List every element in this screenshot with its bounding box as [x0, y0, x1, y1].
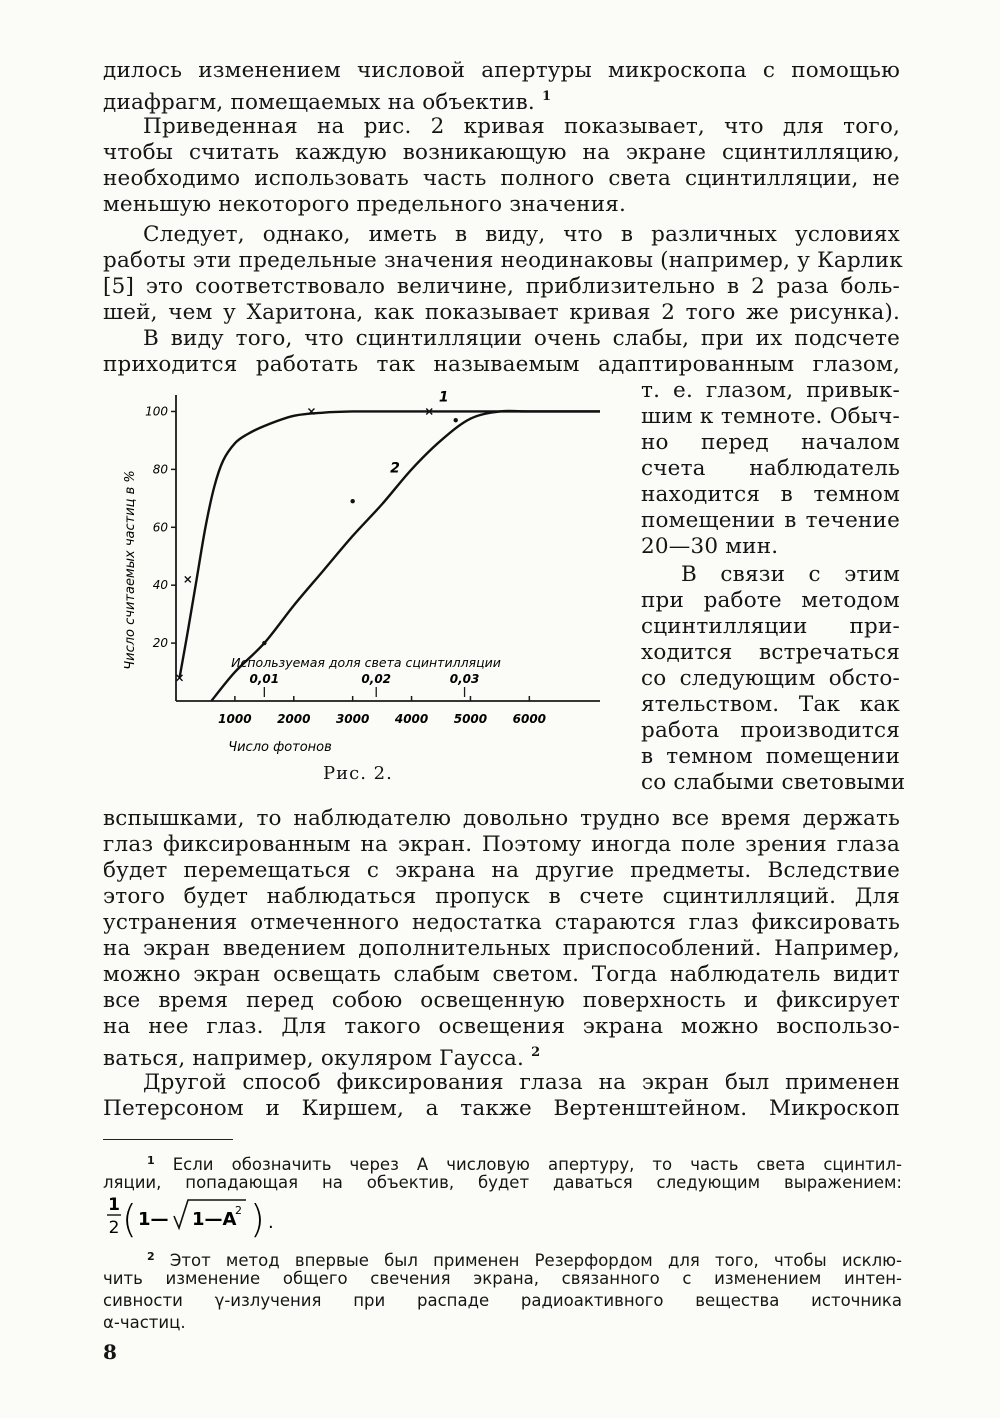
formula-period: .: [268, 1212, 274, 1233]
side-text-line: ходится встречаться: [641, 640, 900, 665]
formula-denominator: 2: [108, 1218, 120, 1238]
series-label-2: 2: [390, 460, 400, 477]
text-line: Приведенная на рис. 2 кривая показывает, что для того,: [143, 114, 900, 139]
footnote-mark-1: 1: [147, 1154, 155, 1167]
formula-radicand: 1—A: [192, 1209, 237, 1230]
text-line: [5] это соответствовало величине, приблизительно в 2 раза боль-: [103, 274, 900, 299]
series-marker-2: [454, 418, 458, 422]
text-line: приходится работать так называемым адаптированным глазом,: [103, 352, 900, 377]
side-text-line: счета наблюдатель: [641, 456, 900, 481]
chart-svg: [110, 385, 610, 785]
text-line: меньшую некоторого предельного значения.: [103, 192, 627, 217]
footnote-line: ляции, попадающая на объектив, будет даваться следующим выражением:: [103, 1173, 902, 1192]
side-text-line: находится в темном: [641, 482, 900, 507]
formula-one-minus: 1—: [138, 1209, 169, 1230]
footnote-line: [147, 1246, 902, 1268]
chart-ticks: [145, 404, 546, 726]
side-text-line: при работе методом: [641, 588, 900, 613]
figure-caption: Рис. 2.: [323, 763, 393, 784]
x-tick-label: 3000: [335, 712, 370, 726]
y-tick-label: 20: [152, 636, 168, 651]
footnote-ref-2: 2: [531, 1045, 541, 1060]
y-tick-label: 100: [145, 404, 168, 419]
y-tick-label: 80: [152, 462, 168, 477]
side-text-line: ятельством. Так как: [641, 692, 900, 717]
x-tick-label: 5000: [453, 712, 488, 726]
series-marker-2: [350, 499, 354, 503]
text-line: все время перед собою освещенную поверхность и фиксирует: [103, 988, 900, 1013]
page-number: 8: [103, 1340, 117, 1364]
x-tick-label: 1000: [218, 712, 252, 726]
text-line: работы эти предельные значения неодинаковы (например, у Карлик: [103, 248, 903, 273]
footnote-mark-2: 2: [147, 1250, 155, 1263]
text-line: дилось изменением числовой апертуры микроскопа с помощью: [103, 58, 900, 83]
text-line: [103, 1040, 900, 1071]
text-line: на экран введением дополнительных приспособлений. Например,: [103, 936, 900, 961]
formula-close-paren: ): [250, 1197, 265, 1241]
footnote-text: Если обозначить через A числовую апертуру, то часть света сцинтил-: [172, 1155, 902, 1174]
secondary-tick-label: 0,02: [361, 672, 392, 686]
side-text-line: В связи с этим: [681, 562, 900, 587]
footnote-line: α-частиц.: [103, 1313, 186, 1332]
series-line-1: [180, 411, 600, 677]
formula-numerator: 1: [108, 1195, 120, 1215]
formula-exponent: 2: [235, 1204, 242, 1217]
text-line: Следует, однако, иметь в виду, что в различных условиях: [143, 222, 900, 247]
text-line: шей, чем у Харитона, как показывает кривая 2 того же рисунка).: [103, 300, 900, 325]
side-text-line: работа производится: [641, 718, 900, 743]
footnote-line: чить изменение общего свечения экрана, связанного с изменением интен-: [103, 1269, 902, 1288]
text-line: можно экран освещать слабым светом. Тогда наблюдатель видит: [103, 962, 900, 987]
text-line: необходимо использовать часть полного света сцинтилляции, не: [103, 166, 900, 191]
y-tick-label: 40: [152, 578, 168, 593]
secondary-axis-title: Используемая доля света сцинтилляции: [231, 655, 501, 670]
side-text-line: сцинтилляции при-: [641, 614, 900, 639]
text-line: на нее глаз. Для такого освещения экрана можно воспользо-: [103, 1014, 900, 1039]
side-text-line: шим к темноте. Обыч-: [641, 404, 900, 429]
side-text-line: в темном помещении: [641, 744, 900, 769]
figure-chart: [110, 385, 610, 785]
text-line: чтобы считать каждую возникающую на экране сцинтилляцию,: [103, 140, 900, 165]
x-tick-label: 6000: [512, 712, 547, 726]
side-text-line: помещении в течение: [641, 508, 900, 533]
text-line: [103, 84, 900, 115]
series-marker-1: [185, 576, 191, 582]
side-text-line: со следующим обсто-: [641, 666, 900, 691]
text-line: Петерсоном и Киршем, а также Вертенштейном. Микроскоп: [103, 1096, 900, 1121]
secondary-tick-label: 0,01: [249, 672, 280, 686]
text-line-content: диафрагм, помещаемых на объектив.: [103, 90, 535, 115]
footnote-line: [147, 1150, 902, 1172]
x-tick-label: 4000: [394, 712, 429, 726]
series-marker-2: [262, 641, 266, 645]
text-line: этого будет наблюдаться пропуск в счете сцинтилляций. Для: [103, 884, 900, 909]
series-label-1: 1: [438, 389, 449, 406]
y-tick-label: 60: [152, 520, 168, 535]
text-line: устранения отмеченного недостатка стараются глаз фиксировать: [103, 910, 900, 935]
side-text-line: 20—30 мин.: [641, 534, 779, 559]
side-text-line: но перед началом: [641, 430, 900, 455]
y-axis-label: Число считаемых частиц в %: [123, 470, 138, 670]
text-line-content: ваться, например, окуляром Гаусса.: [103, 1046, 525, 1071]
secondary-tick-label: 0,03: [449, 672, 480, 686]
footnote-line: сивности γ-излучения при распаде радиоактивного вещества источника: [103, 1291, 902, 1310]
formula-open-paren: (: [122, 1197, 137, 1241]
x-axis-label: Число фотонов: [228, 740, 332, 755]
footnote-text: Этот метод впервые был применен Резерфордом для того, чтобы исклю-: [169, 1251, 902, 1270]
side-text-line: со слабыми световыми: [641, 770, 906, 795]
text-line: глаз фиксированным на экран. Поэтому иногда поле зрения глаза: [103, 832, 900, 857]
footnote-rule: [103, 1139, 233, 1140]
footnote-ref-1: 1: [542, 89, 552, 104]
side-text-line: т. е. глазом, привык-: [641, 378, 900, 403]
text-line: вспышками, то наблюдателю довольно трудно все время держать: [103, 806, 900, 831]
text-line: В виду того, что сцинтилляции очень слабы, при их подсчете: [143, 326, 900, 351]
text-line: будет перемещаться с экрана на другие предметы. Вследствие: [103, 858, 900, 883]
text-line: Другой способ фиксирования глаза на экран был применен: [143, 1070, 900, 1095]
x-tick-label: 2000: [277, 712, 311, 726]
footnote-formula: [106, 1188, 306, 1244]
